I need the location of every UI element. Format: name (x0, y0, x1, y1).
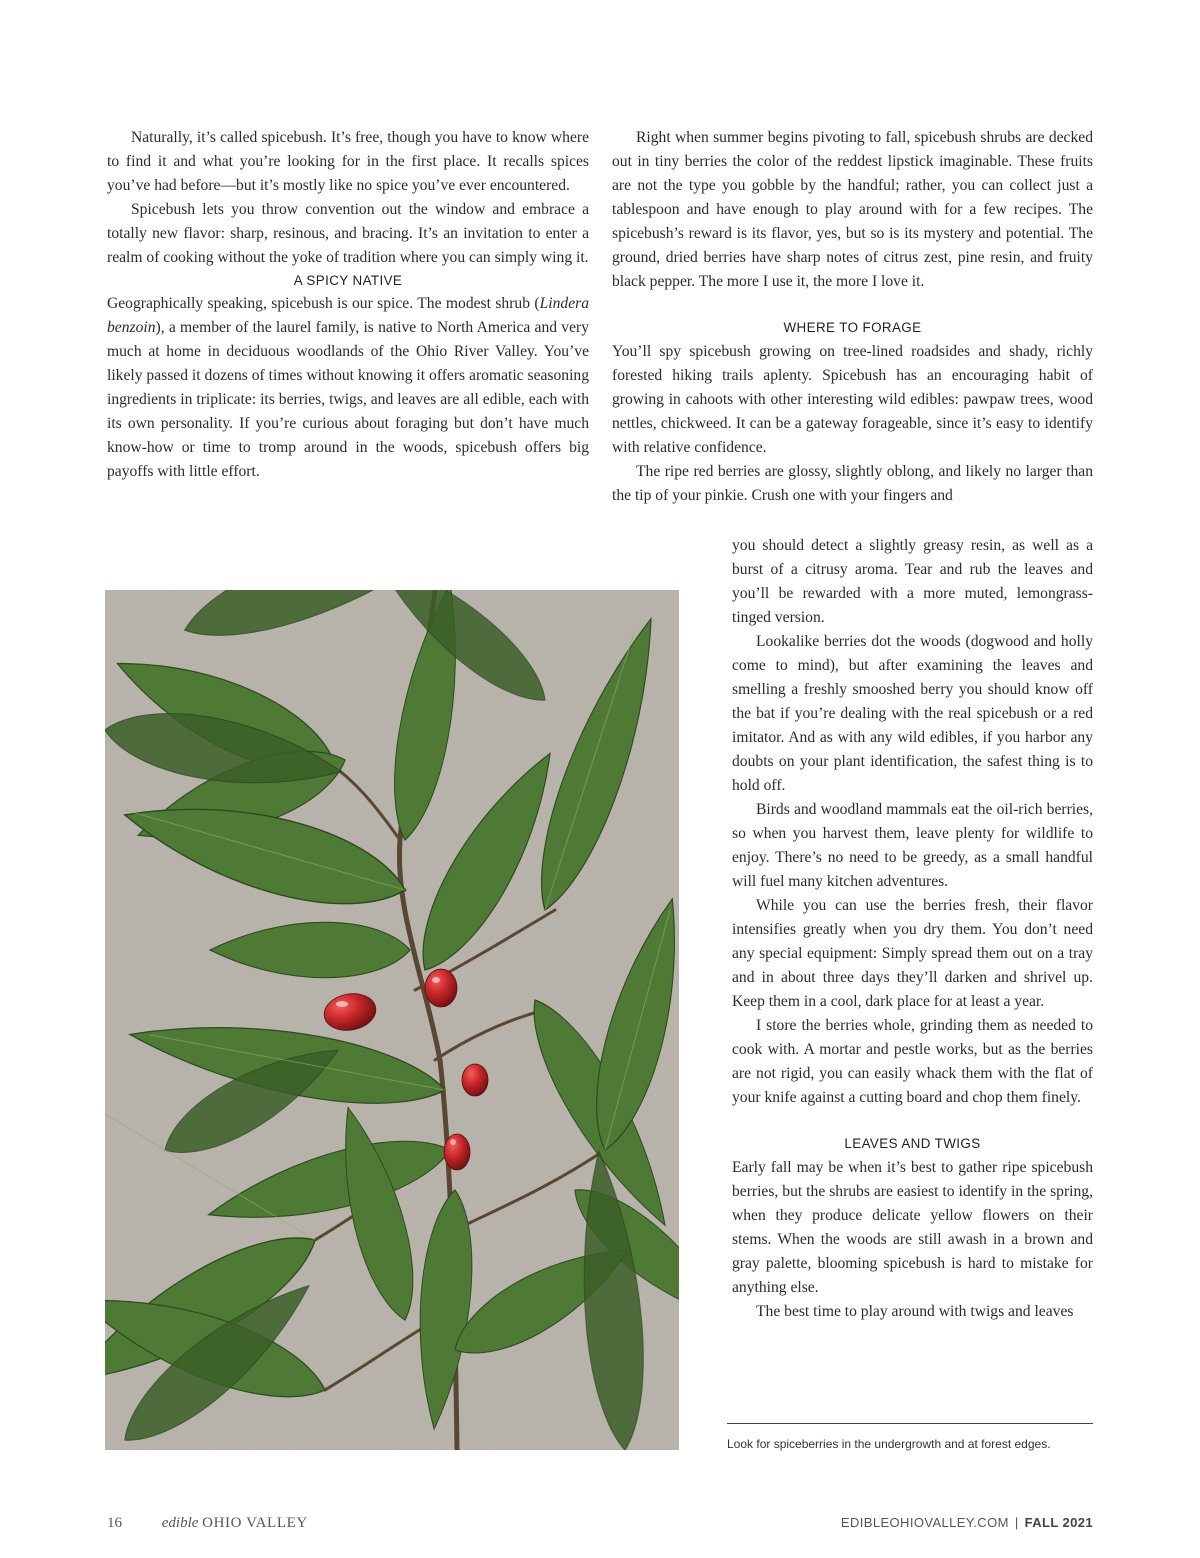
paragraph: Right when summer begins pivoting to fall, spicebush shrubs are decked out in tiny berries the color of the reddest lipstick imaginable. These fruits are not the type you gobble by the handful; rather, you can collect just a tablespoon and have enough to play around with for a few recipes. The spicebush’s reward is its flavor, yes, but so is its mystery and potential. The ground, dried berries have sharp notes of citrus zest, pine resin, and fruity black pepper. The more I use it, the more I love it. (612, 129, 1093, 290)
narrow-column (732, 534, 1093, 1324)
paragraph: Lookalike berries dot the woods (dogwood and holly come to mind), but after examining the leaves and smelling a freshly smooshed berry you should know off the bat if you’re dealing with the real spicebush or a red imitator. And as with any wild edibles, if you harbor any doubts on your plant identification, the safest thing is to hold off. (732, 633, 1093, 794)
species-name: Lindera benzoin (107, 295, 589, 336)
paragraph: you should detect a slightly greasy resin, as well as a burst of a citrusy aroma. Tear and rub the leaves and you’ll be rewarded with a more muted, lemongrass-tinged version. (732, 537, 1093, 626)
berry (444, 1134, 470, 1170)
section-heading: WHERE TO FORAGE (783, 320, 922, 335)
caption-rule (727, 1423, 1093, 1424)
page-number: 16 (107, 1515, 122, 1531)
section-heading: A SPICY NATIVE (293, 273, 403, 288)
paragraph: The ripe red berries are glossy, slightly oblong, and likely no larger than the tip of your pinkie. Crush one with your fingers and (612, 463, 1093, 504)
photo-caption: Look for spiceberries in the undergrowth and at forest edges. (727, 1437, 1051, 1451)
text-span: ), a member of the laurel family, is native to North America and very much at home in deciduous woodlands of the Ohio River Valley. You’ve likely passed it dozens of times without knowing it offers aromatic seasoning ingredients in triplicate: its berries, twigs, and leaves are all edible, each with its own personality. If you’re curious about foraging but don’t have much know-how or time to tromp around in the woods, spicebush offers big payoffs with little effort. (107, 319, 589, 480)
paragraph: Birds and woodland mammals eat the oil-rich berries, so when you harvest them, leave plenty for wildlife to enjoy. There’s no need to be greedy, as a small handful will fuel many kitchen adventures. (732, 801, 1093, 890)
spicebush-photo (105, 590, 679, 1450)
publication-name: OHIO VALLEY (202, 1515, 308, 1531)
berry (425, 969, 457, 1007)
separator: | (1014, 1515, 1019, 1530)
paragraph: I store the berries whole, grinding them as needed to cook with. A mortar and pestle works, but as the berries are not rigid, you can easily whack them with the flat of your knife against a cutting board and chop them finely. (732, 1017, 1093, 1106)
paragraph: You’ll spy spicebush growing on tree-lined roadsides and shady, richly forested hiking trails aplenty. Spicebush has an encouraging habit of growing in cahoots with other interesting wild edibles: pawpaw trees, wood nettles, chickweed. It can be a gateway forageable, since it’s easy to identify with relative confidence. (612, 343, 1093, 456)
website: EDIBLEOHIOVALLEY.COM (840, 1515, 1009, 1530)
paragraph: The best time to play around with twigs and leaves (756, 1303, 1074, 1320)
right-column (612, 126, 1093, 508)
section-heading: LEAVES AND TWIGS (844, 1136, 981, 1151)
text-span: Geographically speaking, spicebush is our spice. The modest shrub ( (107, 295, 540, 312)
paragraph: Naturally, it’s called spicebush. It’s free, though you have to know where to find it and what you’re looking for in the first place. It recalls spices you’ve had before—but it’s mostly like no spice you’ve ever encountered. (107, 129, 589, 194)
paragraph: Spicebush lets you throw convention out the window and embrace a totally new flavor: sharp, resinous, and bracing. It’s an invitation to enter a realm of cooking without the yoke of tradition where you can simply wing it. (107, 201, 589, 266)
issue-label: FALL 2021 (1024, 1515, 1093, 1530)
publication-name-italic: edible (161, 1515, 203, 1531)
berry (462, 1064, 488, 1096)
left-column (107, 126, 589, 484)
paragraph (107, 292, 589, 484)
footer-left (107, 1515, 308, 1532)
paragraph: While you can use the berries fresh, their flavor intensifies greatly when you dry them. You don’t need any special equipment: Simply spread them out on a tray and in about three days they’ll darken and shrivel up. Keep them in a cool, dark place for at least a year. (732, 897, 1093, 1010)
footer-right (841, 1515, 1093, 1530)
paragraph: Early fall may be when it’s best to gather ripe spicebush berries, but the shrubs are easiest to identify in the spring, when they produce delicate yellow flowers on their stems. When the woods are still awash in a brown and gray palette, blooming spicebush is hard to mistake for anything else. (732, 1159, 1093, 1296)
